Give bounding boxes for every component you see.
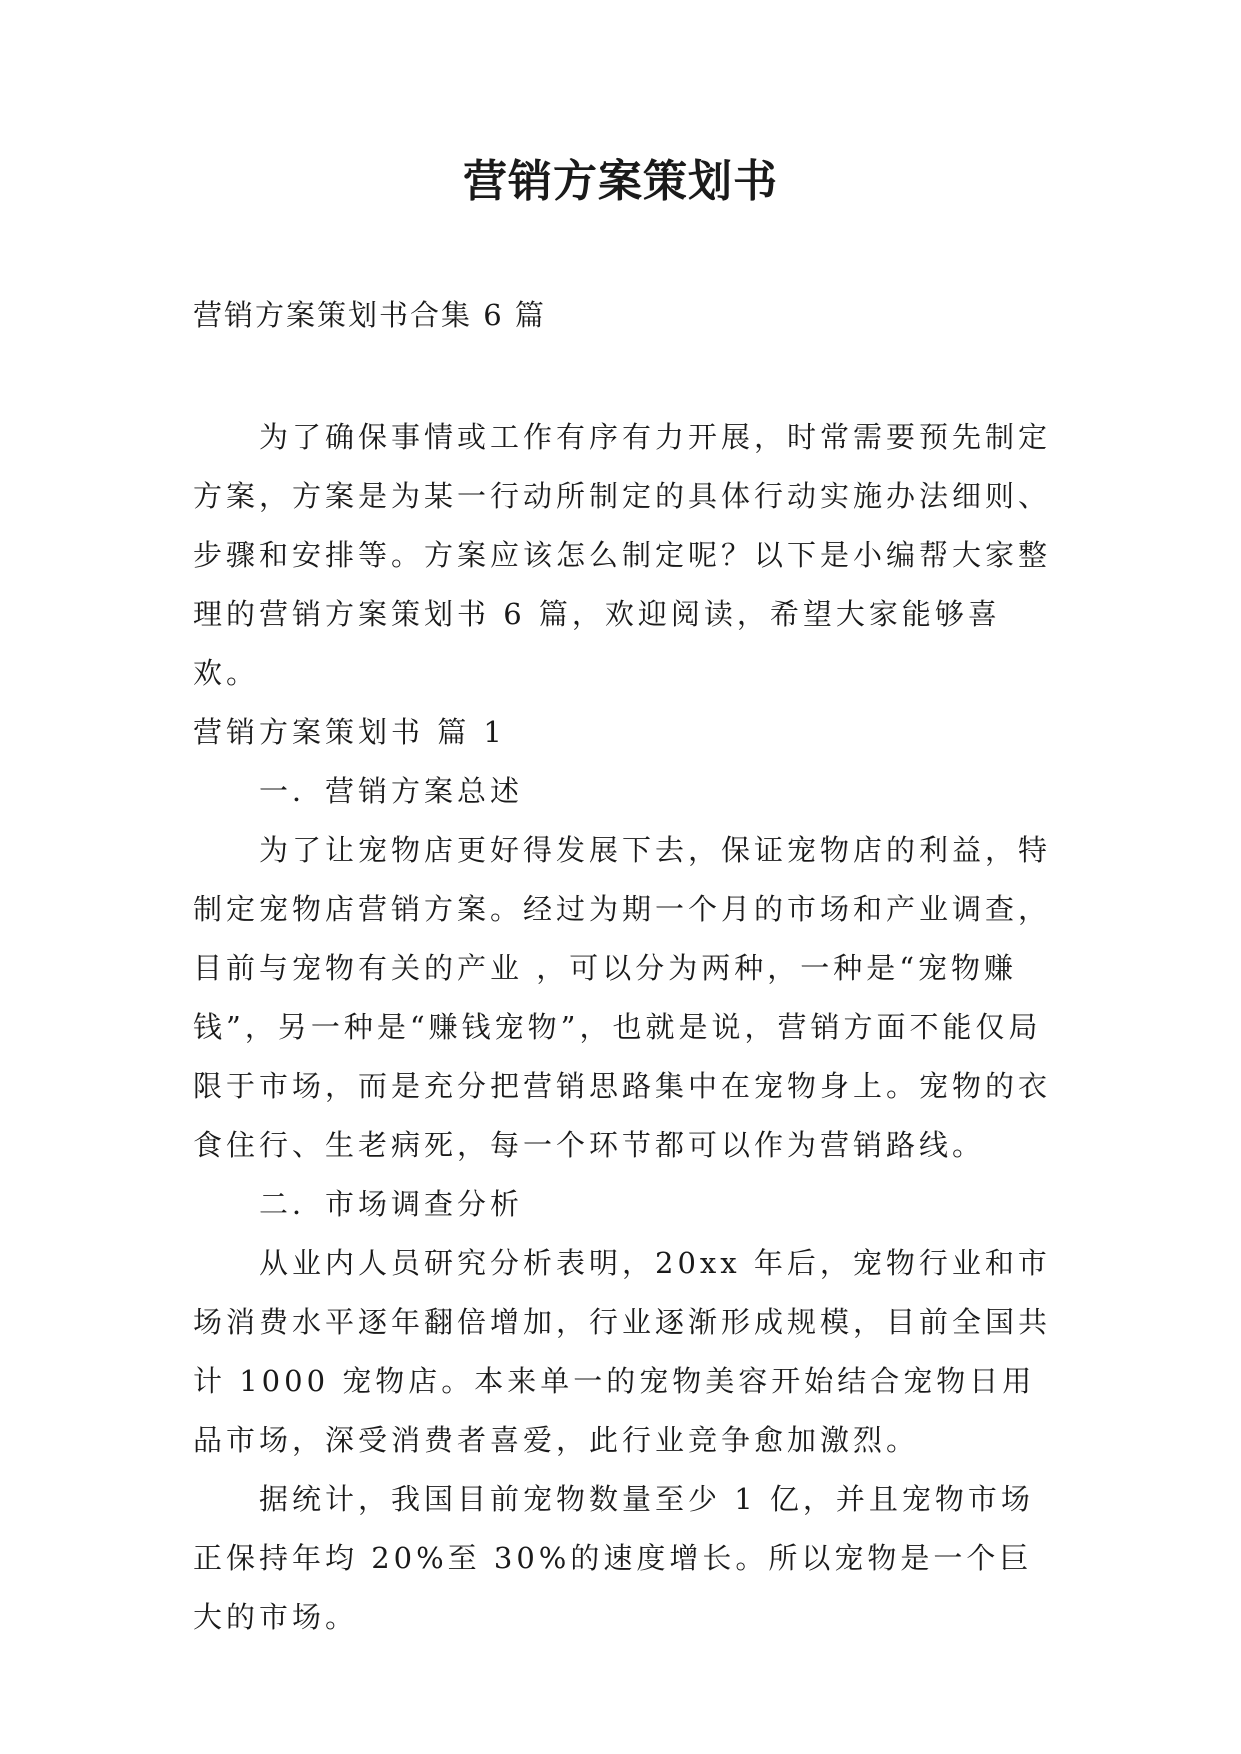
document-body	[193, 408, 1065, 1647]
section-heading-market-analysis: 二．市场调查分析	[259, 1187, 524, 1221]
section-heading-overview: 一．营销方案总述	[259, 774, 524, 808]
document-subtitle: 营销方案策划书合集 6 篇	[193, 298, 546, 332]
statistics-paragraph: 据统计，我国目前宠物数量至少 1 亿，并且宠物市场正保持年均 20%至 30%的速度增长。所以宠物是一个巨大的市场。	[193, 1482, 1034, 1634]
intro-paragraph: 为了确保事情或工作有序有力开展，时常需要预先制定方案，方案是为某一行动所制定的具体行动实施办法细则、步骤和安排等。方案应该怎么制定呢？以下是小编帮大家整理的营销方案策划书 6 篇，欢迎阅读，希望大家能够喜欢。	[193, 420, 1052, 690]
section-overview-paragraph: 为了让宠物店更好得发展下去，保证宠物店的利益，特制定宠物店营销方案。经过为期一个月的市场和产业调查，目前与宠物有关的产业 ，可以分为两种，一种是“宠物赚钱”，另一种是“赚钱宠物”，也就是说，营销方面不能仅局限于市场，而是充分把营销思路集中在宠物身上。宠物的衣食住行、生老病死，每一个环节都可以作为营销路线。	[193, 833, 1052, 1162]
market-analysis-paragraph: 从业内人员研究分析表明，20xx 年后，宠物行业和市场消费水平逐年翻倍增加，行业逐渐形成规模，目前全国共计 1000 宠物店。本来单一的宠物美容开始结合宠物日用品市场，深受消费者喜爱，此行业竞争愈加激烈。	[193, 1246, 1052, 1457]
chapter-heading: 营销方案策划书 篇 1	[193, 715, 506, 749]
document-title: 营销方案策划书	[463, 156, 778, 207]
